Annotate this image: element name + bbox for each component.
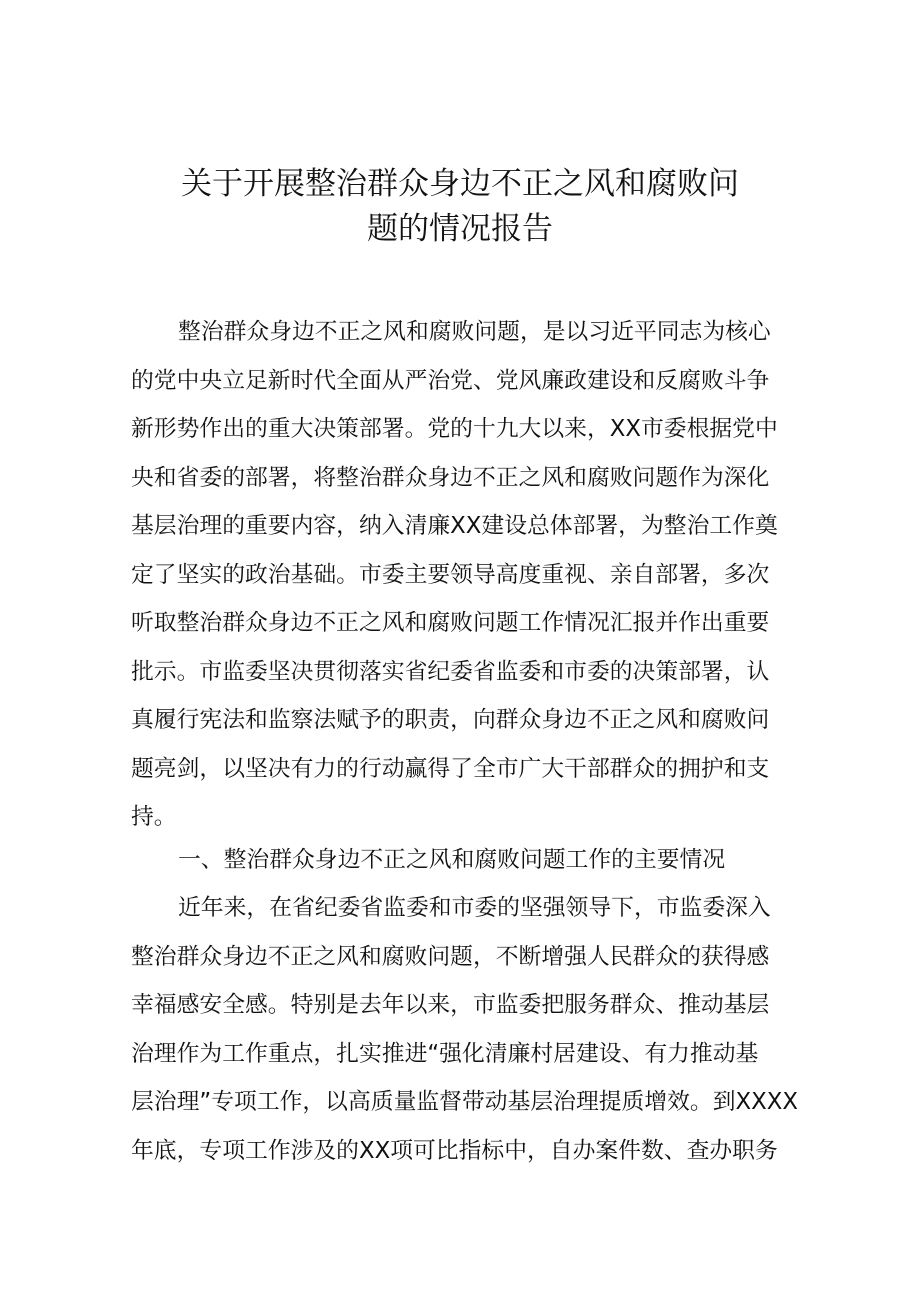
paragraph-line: 持。 bbox=[131, 804, 177, 830]
paragraph-line: 新形势作出的重大决策部署。党的十九大以来，XX市委根据党中 bbox=[131, 416, 778, 442]
paragraph-line: 基层治理的重要内容，纳入清廉XX建设总体部署，为整治工作奠 bbox=[131, 513, 778, 539]
title-line-2: 题的情况报告 bbox=[367, 211, 553, 247]
paragraph-line: 真履行宪法和监察法赋予的职责，向群众身边不正之风和腐败问 bbox=[131, 707, 770, 733]
paragraph-line: 定了坚实的政治基础。市委主要领导高度重视、亲自部署，多次 bbox=[131, 561, 770, 588]
paragraph-1 bbox=[131, 308, 797, 842]
paragraph-line: 批示。市监委坚决贯彻落实省纪委省监委和市委的决策部署，认 bbox=[131, 658, 770, 685]
title-line-1: 关于开展整治群众身边不正之风和腐败问 bbox=[181, 166, 739, 202]
paragraph-line: 整治群众身边不正之风和腐败问题，是以习近平同志为核心 bbox=[178, 319, 771, 345]
paragraph-line: 近年来，在省纪委省监委和市委的坚强领导下，市监委深入 bbox=[178, 895, 771, 921]
paragraph-line: 层治理”专项工作，以高质量监督带动基层治理提质增效。到XXXX bbox=[131, 1089, 798, 1115]
paragraph-line: 央和省委的部署，将整治群众身边不正之风和腐败问题作为深化 bbox=[131, 464, 770, 491]
paragraph-line: 治理作为工作重点，扎实推进“强化清廉村居建设、有力推动基 bbox=[131, 1040, 759, 1067]
section-heading bbox=[131, 836, 797, 885]
paragraph-line: 年底，专项工作涉及的XX项可比指标中，自办案件数、查办职务 bbox=[131, 1137, 778, 1164]
paragraph-line: 整治群众身边不正之风和腐败问题，不断增强人民群众的获得感 bbox=[131, 943, 770, 970]
paragraph-line: 幸福感安全感。特别是去年以来，市监委把服务群众、推动基层 bbox=[131, 992, 770, 1018]
section-heading-text: 一、整治群众身边不正之风和腐败问题工作的主要情况 bbox=[178, 847, 726, 873]
paragraph-2 bbox=[131, 884, 797, 1175]
paragraph-line: 题亮剑，以坚决有力的行动赢得了全市广大干部群众的拥护和支 bbox=[131, 755, 770, 782]
document-title bbox=[150, 162, 770, 252]
paragraph-line: 的党中央立足新时代全面从严治党、党风廉政建设和反腐败斗争 bbox=[131, 367, 770, 394]
paragraph-line: 听取整治群众身边不正之风和腐败问题工作情况汇报并作出重要 bbox=[131, 610, 770, 636]
